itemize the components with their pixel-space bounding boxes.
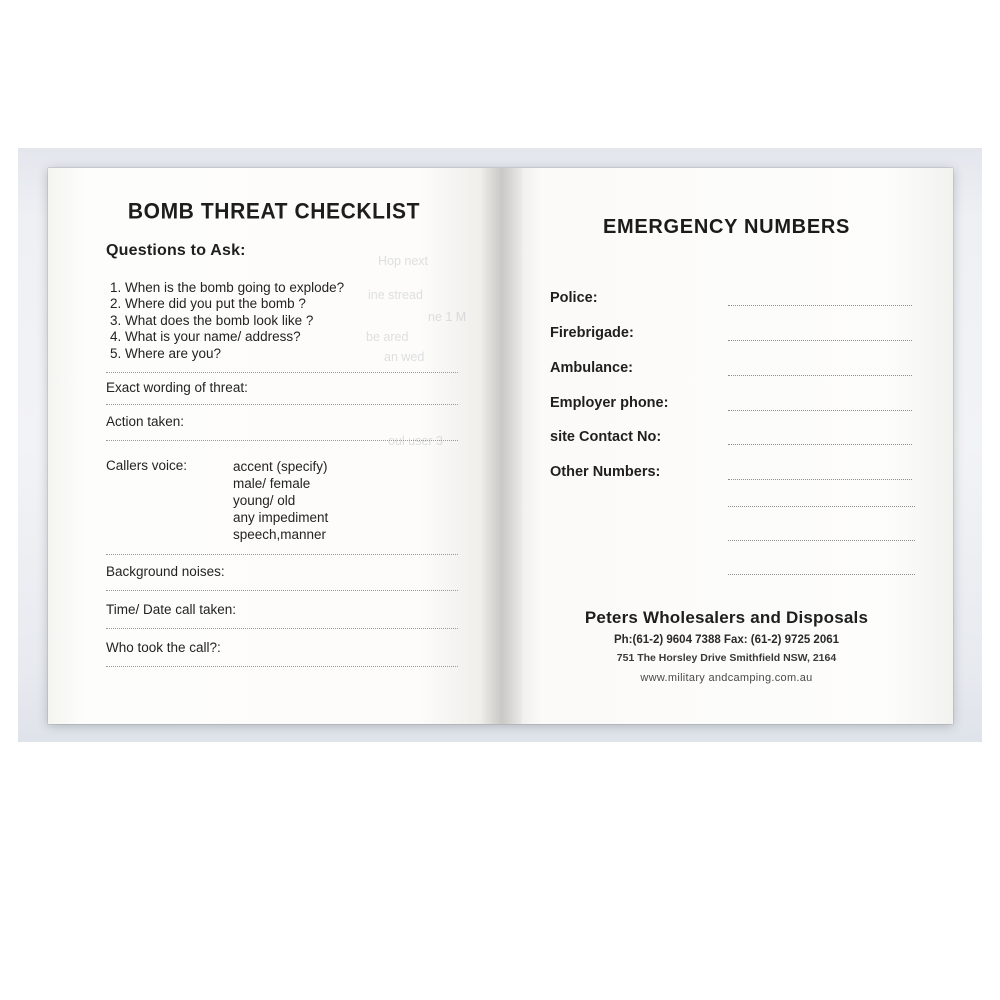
- rule-line: [106, 372, 458, 373]
- blank-write-line: [728, 574, 915, 575]
- left-page-title: BOMB THREAT CHECKLIST: [127, 199, 421, 224]
- emergency-entry: [550, 360, 920, 380]
- entry-write-line: [728, 340, 912, 341]
- question-item: 5. Where are you?: [110, 345, 222, 361]
- emergency-entry: [550, 290, 920, 310]
- ghost-text: oul user 3: [388, 434, 443, 448]
- entry-label: Ambulance:: [550, 360, 633, 376]
- question-item: 2. Where did you put the bomb ?: [110, 296, 306, 312]
- questions-heading: Questions to Ask:: [106, 242, 246, 259]
- voice-option: any impediment: [233, 510, 329, 525]
- voice-option: young/ old: [233, 493, 296, 508]
- rule-line: [106, 666, 458, 667]
- rule-line: [106, 404, 458, 405]
- voice-option: speech,manner: [233, 527, 327, 542]
- entry-write-line: [728, 479, 912, 480]
- entry-label: Other Numbers:: [550, 464, 661, 480]
- left-page: [48, 168, 500, 724]
- field-label-exact-wording: Exact wording of threat:: [106, 380, 248, 395]
- entry-write-line: [728, 375, 912, 376]
- rule-line: [106, 590, 458, 591]
- field-label-callers-voice: Callers voice:: [106, 458, 188, 473]
- field-label-action-taken: Action taken:: [106, 414, 185, 429]
- footer-company: Peters Wholesalers and Disposals: [584, 608, 869, 627]
- blank-write-line: [728, 506, 915, 507]
- entry-write-line: [728, 444, 912, 445]
- voice-option: male/ female: [233, 476, 311, 491]
- right-page: [500, 168, 953, 724]
- ghost-text: ne 1 M: [428, 310, 467, 324]
- entry-label: Firebrigade:: [550, 325, 634, 341]
- voice-option: accent (specify): [233, 459, 328, 474]
- emergency-entry: [550, 325, 920, 345]
- footer-website: www.military andcamping.com.au: [640, 672, 813, 684]
- field-label-time-date: Time/ Date call taken:: [106, 602, 237, 617]
- field-label-who-took-call: Who took the call?:: [106, 640, 221, 655]
- question-item: 1. When is the bomb going to explode?: [110, 280, 345, 295]
- ghost-text: an wed: [384, 350, 425, 364]
- question-item: 4. What is your name/ address?: [110, 329, 301, 345]
- emergency-entry: [550, 395, 920, 415]
- questions-list: [110, 280, 450, 362]
- entry-label: Employer phone:: [550, 395, 669, 411]
- callers-voice-options: [233, 458, 328, 543]
- emergency-entry: [550, 429, 920, 449]
- entry-write-line: [728, 410, 912, 411]
- ghost-text: Hop next: [378, 254, 429, 268]
- entry-label: site Contact No:: [550, 429, 662, 445]
- footer-contact: Ph:(61-2) 9604 7388 Fax: (61-2) 9725 2061: [613, 634, 840, 646]
- entry-label: Police:: [550, 290, 598, 306]
- field-label-background-noises: Background noises:: [106, 564, 225, 579]
- emergency-entry: [550, 464, 920, 484]
- entry-write-line: [728, 305, 912, 306]
- rule-line: [106, 440, 458, 441]
- booklet-spread: [48, 168, 953, 724]
- rule-line: [106, 554, 458, 555]
- ghost-text: be ared: [366, 330, 409, 344]
- right-page-title: EMERGENCY NUMBERS: [602, 216, 851, 238]
- question-item: 3. What does the bomb look like ?: [110, 312, 314, 328]
- blank-write-line: [728, 540, 915, 541]
- footer-address: 751 The Horsley Drive Smithfield NSW, 2164: [616, 652, 837, 664]
- rule-line: [106, 628, 458, 629]
- product-photo: [18, 148, 982, 742]
- ghost-text: ine stread: [368, 288, 423, 302]
